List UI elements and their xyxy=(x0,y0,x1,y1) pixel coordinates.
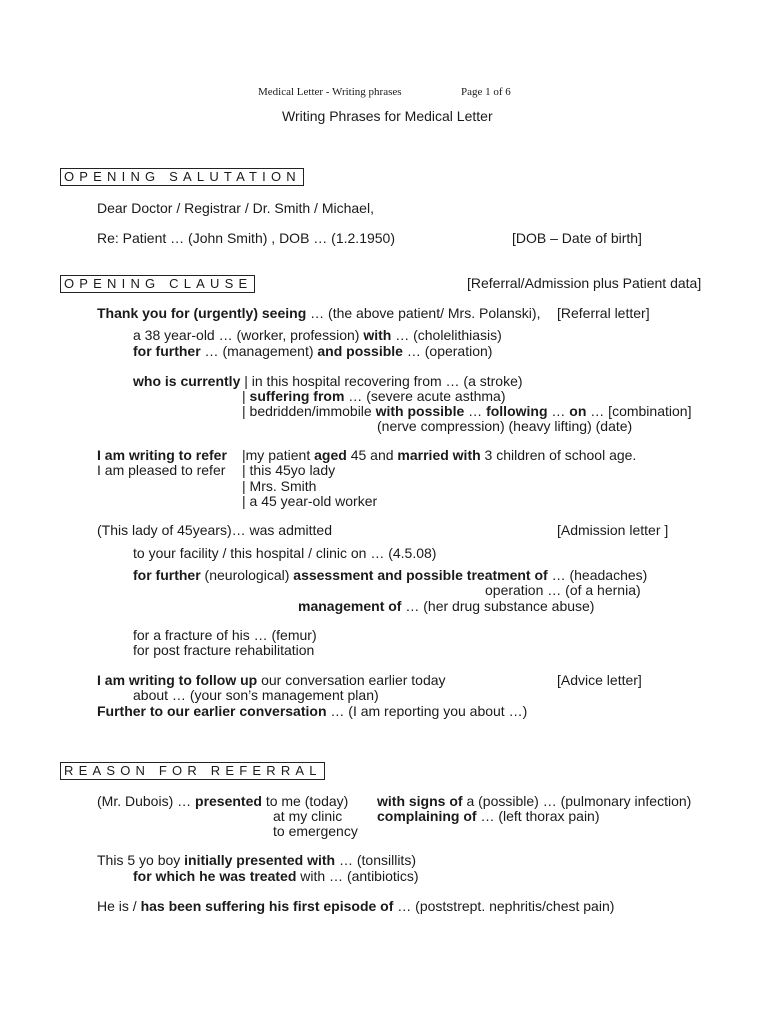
phrase-line: management of … (her drug substance abuse) xyxy=(298,598,595,614)
salutation-re: Re: Patient … (John Smith) , DOB … (1.2.1950) xyxy=(97,230,396,246)
phrase-line: with signs of a (possible) … (pulmonary infection) xyxy=(377,793,692,809)
advice-letter-tag: [Advice letter] xyxy=(557,672,642,688)
phrase-line: operation … (of a hernia) xyxy=(485,582,641,598)
section-heading-reason-for-referral: REASON FOR REFERRAL xyxy=(60,762,325,780)
phrase-line: This 5 yo boy initially presented with … (tonsillits) xyxy=(97,852,416,868)
phrase-line: He is / has been suffering his first episode of … (poststrept. nephritis/chest pain) xyxy=(97,898,615,914)
phrase-line: Thank you for (urgently) seeing … (the above patient/ Mrs. Polanski), xyxy=(97,305,541,321)
phrase-line: I am writing to follow up our conversation earlier today xyxy=(97,672,446,688)
phrase-line: a 38 year-old … (worker, profession) with … (cholelithiasis) xyxy=(133,327,502,343)
phrase-line: I am pleased to refer xyxy=(97,462,226,478)
phrase-line: | suffering from … (severe acute asthma) xyxy=(242,388,506,404)
phrase-line: at my clinic xyxy=(273,808,343,824)
phrase-line: to emergency xyxy=(273,823,358,839)
phrase-line: complaining of … (left thorax pain) xyxy=(377,808,600,824)
phrase-line: I am writing to refer xyxy=(97,447,227,463)
phrase-line: | Mrs. Smith xyxy=(242,478,317,494)
phrase-line: for further (neurological) assessment and possible treatment of … (headaches) xyxy=(133,567,648,583)
phrase-line: for a fracture of his … (femur) xyxy=(133,627,317,643)
salutation-dob-note: [DOB – Date of birth] xyxy=(512,230,642,246)
header-page-label: Page 1 of 6 xyxy=(461,86,511,98)
phrase-line: who is currently | in this hospital recovering from … (a stroke) xyxy=(133,373,523,389)
phrase-line: (nerve compression) (heavy lifting) (date) xyxy=(377,418,633,434)
phrase-line: | bedridden/immobile with possible … following … on … [combination] xyxy=(242,403,692,419)
page-title: Writing Phrases for Medical Letter xyxy=(282,108,493,124)
phrase-line: | this 45yo lady xyxy=(242,462,336,478)
phrase-line: for post fracture rehabilitation xyxy=(133,642,315,658)
header-doc-name: Medical Letter - Writing phrases xyxy=(258,86,402,98)
salutation-dear: Dear Doctor / Registrar / Dr. Smith / Michael, xyxy=(97,200,374,216)
phrase-line: Further to our earlier conversation … (I am reporting you about …) xyxy=(97,703,528,719)
phrase-line: | a 45 year-old worker xyxy=(242,493,378,509)
referral-letter-tag: [Referral letter] xyxy=(557,305,650,321)
admission-letter-tag: [Admission letter ] xyxy=(557,522,669,538)
section-heading-opening-salutation: OPENING SALUTATION xyxy=(60,168,304,186)
phrase-line: about … (your son’s management plan) xyxy=(133,687,379,703)
phrase-line: to your facility / this hospital / clinic on … (4.5.08) xyxy=(133,545,437,561)
phrase-line: for which he was treated with … (antibiotics) xyxy=(133,868,419,884)
section-heading-opening-clause: OPENING CLAUSE xyxy=(60,275,255,293)
phrase-line: (Mr. Dubois) … presented to me (today) xyxy=(97,793,349,809)
opening-clause-tag: [Referral/Admission plus Patient data] xyxy=(467,275,702,291)
phrase-line: |my patient aged 45 and married with 3 children of school age. xyxy=(242,447,637,463)
phrase-line: (This lady of 45years)… was admitted xyxy=(97,522,332,538)
phrase-line: for further … (management) and possible … (operation) xyxy=(133,343,493,359)
